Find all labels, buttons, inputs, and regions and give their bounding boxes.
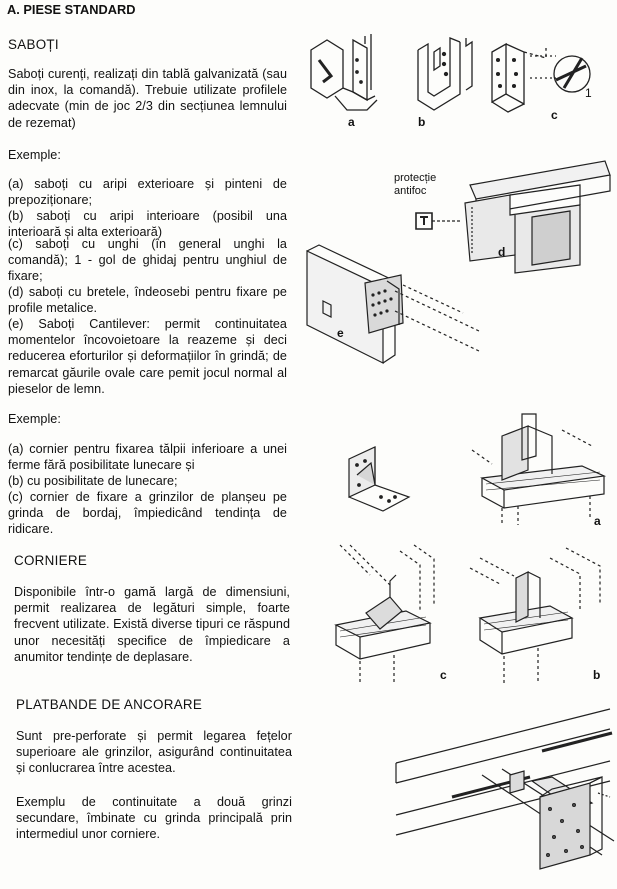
cornier-item-b: (b) cu posibilitate de lunecare; [8, 474, 178, 488]
fig-label-d: d [498, 245, 506, 259]
fig-label-c2: c [440, 668, 447, 682]
sabot-item-e: (e) Saboți Cantilever: permit continuitatea momentelor încovoietoare la reazeme și deci reducerea eforturilor și deformațiilor în grindă; de remarcat găurile ovale care pemit jocul normal al pieselor de lemn. [8, 317, 287, 396]
platbande-text-2: Exemplu de continuitate a două grinzi secundare, îmbinate cu grinda principală prin intermediul unor corniere. [16, 795, 292, 842]
heading-corniere: CORNIERE [14, 553, 88, 568]
hanger-figure-a [305, 30, 380, 125]
cornier-item-c: (c) cornier de fixare a grinzilor de planșeu pe grinda de bordaj, împiedicând tendința de ridicare. [8, 490, 287, 537]
sabot-item-d: (d) saboți cu bretele, îndeosebi pentru fixare pe profile metalice. [8, 285, 287, 316]
fig-label-a2: a [594, 514, 601, 528]
fig-label-one: 1 [585, 86, 592, 100]
angle-bracket-figure [345, 445, 415, 515]
fig-label-b1: b [418, 115, 426, 129]
heading-sabotii: SABOȚI [8, 37, 59, 52]
cornier-item-a: (a) cornier pentru fixarea tălpii inferioare a unei ferme fără posibilitate lunecare și [8, 442, 287, 473]
hanger-figure-c [486, 38, 616, 118]
fig-label-e: e [337, 326, 344, 340]
fire-protection-note: protecție antifoc [394, 172, 437, 197]
cantilever-hanger-figure-e [303, 245, 483, 370]
anchor-strap-figure [392, 705, 614, 875]
fig-label-a1: a [348, 115, 355, 129]
corniere-examples-label: Exemple: [8, 412, 61, 426]
section-title: A. PIESE STANDARD [7, 2, 136, 17]
platbande-text-1: Sunt pre-perforate și permit legarea fețelor superioare ale grinzilor, asigurând continuitatea și conlucrarea între acestea. [16, 729, 292, 776]
sabotii-examples-label: Exemple: [8, 148, 61, 162]
truss-anchor-figure-a [462, 410, 612, 525]
floor-joist-bracket-figure-c [330, 545, 460, 685]
corniere-text: Disponibile într-o gamă largă de dimensiuni, permit realizarea de legături simple, foarte frecvent utilizate. Există diverse tipuri ce răspund unor necesități specifice de împiedicare a anumitor tendințe de deplasare. [14, 585, 290, 664]
fig-label-b2: b [593, 668, 601, 682]
hanger-figure-b [410, 30, 480, 125]
floor-joist-bracket-figure-b [470, 548, 610, 683]
sabot-item-a: (a) saboți cu aripi exterioare și pinteni de prepoziționare; [8, 177, 287, 208]
sabot-item-b: (b) saboți cu aripi interioare (posibil una interioară și alta exterioară) [8, 209, 287, 240]
sabotii-intro: Saboți curenți, realizați din tablă galvanizată (sau din inox, la comandă). Trebuie utilizate profilele adecvate (min de joc 2/3 din secțiunea lemnului de rezemat) [8, 67, 287, 130]
fig-label-c1: c [551, 108, 558, 122]
heading-platbande: PLATBANDE DE ANCORARE [16, 697, 203, 712]
sabot-item-c: (c) saboți cu unghi (în general unghi la comandă); 1 - gol de ghidaj pentru unghiul de fixare; [8, 237, 287, 284]
